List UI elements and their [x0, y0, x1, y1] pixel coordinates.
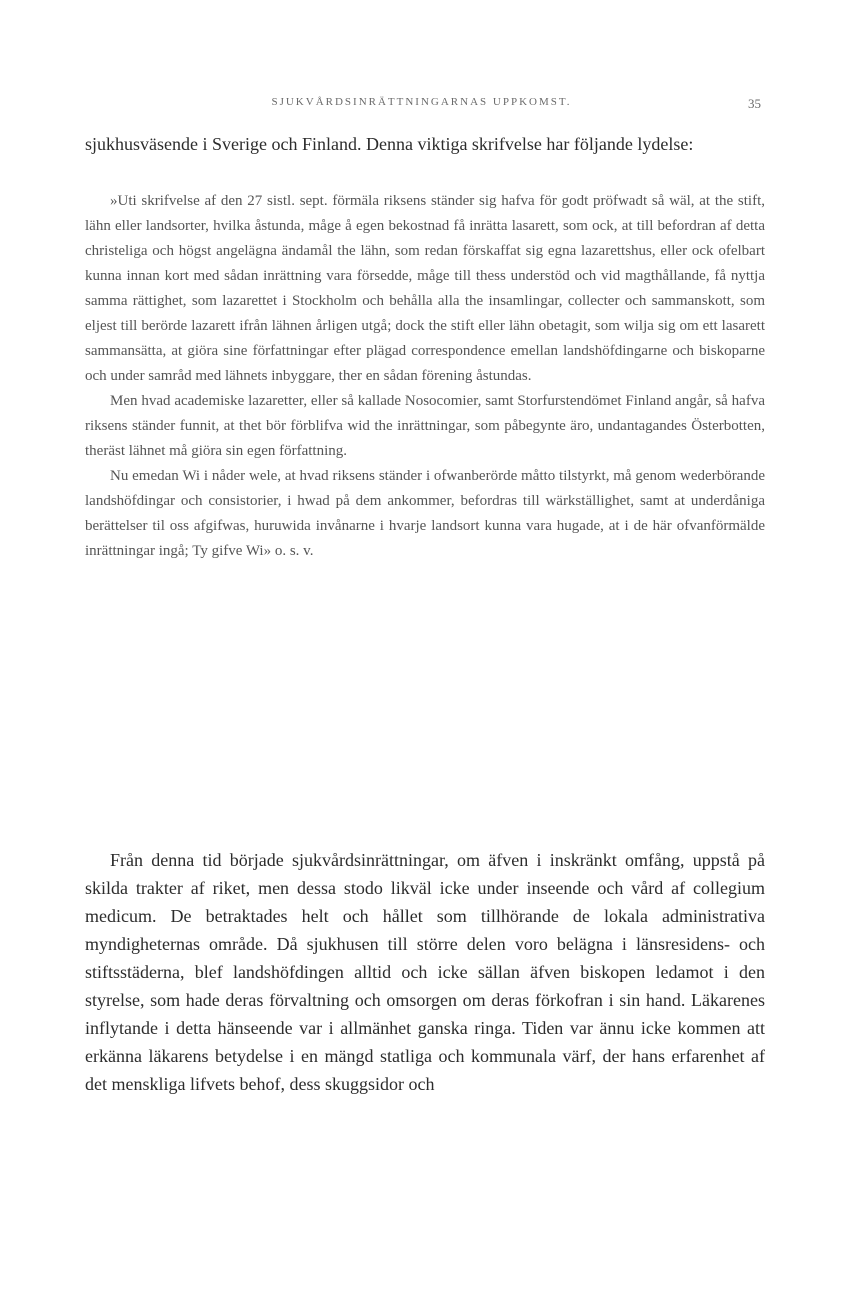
quoted-letter: [85, 189, 765, 564]
running-head: [0, 96, 843, 116]
closing-paragraph: Från denna tid började sjukvårdsinrättningar, om äfven i inskränkt omfång, uppstå på skilda trakter af riket, men dessa stodo likväl icke under inseende och vård af collegium medicum. De betraktades helt och hållet som tillhörande de lokala administrativa myndigheternas område. Då sjukhusen till större delen voro belägna i länsresidens- och stiftsstäderna, blef landshöfdingen alltid och icke sällan äfven biskopen ledamot i den styrelse, som hade deras förvaltning och omsorgen om deras förkofran i sin hand. Läkarenes inflytande i detta hänseende var i allmänhet ganska ringa. Tiden var ännu icke kommen att erkänna läkarens betydelse i en mängd statliga och kommunala värf, der hans erfarenhet af det menskliga lifvets behof, dess skuggsidor och: [85, 850, 765, 1094]
intro-paragraph: sjukhusväsende i Sverige och Finland. Denna viktiga skrifvelse har följande lydelse:: [85, 134, 694, 154]
quote-paragraph-2: Men hvad academiske lazaretter, eller så kallade Nosocomier, samt Storfurstendömet Finland angår, så hafva riksens ständer funnit, at thet bör förblifva wid the inrättningar, som påbegynte äro, undantagandes Österbotten, theräst lähnet må giöra sin egen författning.: [85, 393, 765, 459]
running-title: SJUKVÅRDSINRÄTTNINGARNAS UPPKOMST.: [271, 96, 572, 108]
page-number: 35: [748, 96, 761, 111]
quote-paragraph-1: »Uti skrifvelse af den 27 sistl. sept. förmäla riksens ständer sig hafva för godt pröfwadt så wäl, at the stift, lähn eller landsorter, hvilka åstunda, måge å egen bekostnad få inrätta lasarett, som ock, at till befordran af detta christeliga och högst angelägna ändamål the lähn, som redan förskaffat sig egna lazarettshus, eller ock ofelbart kunna innan kort med sådan inrättning vara försedde, måge till thess understöd och vid magthållande, få nyttja samma rättighet, som lazarettet i Stockholm och behålla alla the insamlingar, collecter och sammanskott, som eljest till berörde lazarett ifrån lähnen årligen utgå; dock the stift eller lähn obetagit, som wilja sig om ett lasarett sammansätta, at giöra sine författningar efter plägad correspondence emellan landshöfdingarne och biskoparne och under samråd med lähnets inbyggare, ther en sådan förening åstundas.: [85, 193, 765, 384]
closing-section: [85, 846, 765, 1098]
quote-paragraph-3: Nu emedan Wi i nåder wele, at hvad riksens ständer i ofwanberörde måtto tilstyrkt, må genom wederbörande landshöfdingar och consistorier, i hwad på dem ankommer, befordras till wärkställighet, samt at underdåniga berättelser til oss afgifwas, huruwida invånarne i hvarje landsort kunna vara hugade, at i de här ofvanförmälde inrättningar ingå; Ty gifve Wi» o. s. v.: [85, 468, 765, 559]
